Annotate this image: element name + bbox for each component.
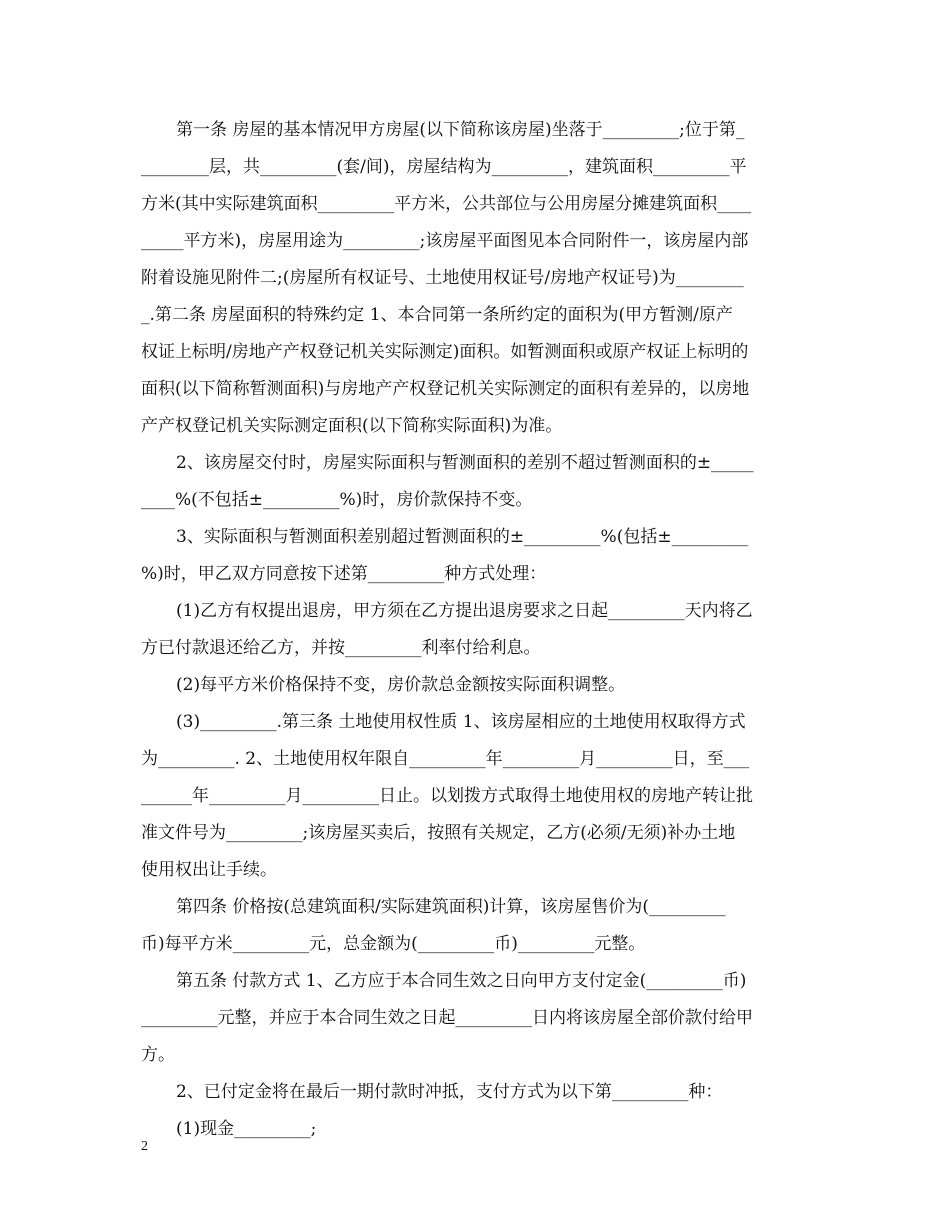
text-line: 方。 [141, 1045, 175, 1065]
text-line: 使用权出让手续。 [141, 860, 277, 880]
text-line: 权证上标明/房地产产权登记机关实际测定)面积。如暂测面积或原产权证上标明的 [141, 342, 749, 362]
text-line: ____%(不包括±_________%)时，房价款保持不变。 [141, 490, 533, 510]
text-line: (2)每平方米价格保持不变，房价款总金额按实际面积调整。 [176, 675, 626, 695]
text-line: 3、实际面积与暂测面积差别超过暂测面积的±_________%(包括±_________ [176, 527, 749, 547]
text-line: 2、已付定金将在最后一期付款时冲抵，支付方式为以下第_________种： [176, 1082, 723, 1102]
text-line: 为_________. 2、土地使用权年限自_________年_________月_________日，至___ [141, 749, 750, 769]
text-line: ________层，共_________(套/间)，房屋结构为_________，建筑面积_________平 [141, 157, 747, 177]
text-line: 第五条 付款方式 1、乙方应于本合同生效之日向甲方支付定金(_________币) [176, 971, 747, 991]
text-line: (1)乙方有权提出退房，甲方须在乙方提出退房要求之日起_________天内将乙 [176, 601, 753, 621]
text-line: 方米(其中实际建筑面积_________平方米，公共部位与公用房屋分摊建筑面积____ [141, 194, 752, 214]
text-line: 第一条 房屋的基本情况甲方房屋(以下简称该房屋)坐落于_________;位于第_ [176, 120, 745, 140]
text-line: 2、该房屋交付时，房屋实际面积与暂测面积的差别不超过暂测面积的±_____ [176, 453, 754, 473]
text-line: 准文件号为_________;该房屋买卖后，按照有关规定，乙方(必须/无须)补办土地 [141, 823, 736, 843]
text-line: _.第二条 房屋面积的特殊约定 1、本合同第一条所约定的面积为(甲方暂测/原产 [141, 305, 733, 325]
page-number: 2 [141, 1139, 148, 1154]
text-line: 附着设施见附件二;(房屋所有权证号、土地使用权证号/房地产权证号)为________ [141, 268, 744, 288]
text-line: 产产权登记机关实际测定面积(以下简称实际面积)为准。 [141, 416, 563, 436]
text-line: 方已付款退还给乙方，并按_________利率付给利息。 [141, 638, 541, 658]
text-line: 第四条 价格按(总建筑面积/实际建筑面积)计算，该房屋售价为(_________ [176, 897, 726, 917]
text-line: %)时，甲乙双方同意按下述第_________种方式处理： [141, 564, 547, 584]
text-line: (3)_________.第三条 土地使用权性质 1、该房屋相应的土地使用权取得方式 [176, 712, 746, 732]
text-line: 面积(以下简称暂测面积)与房地产产权登记机关实际测定的面积有差异的，以房地 [141, 379, 750, 399]
text-line: ______年_________月_________日止。以划拨方式取得土地使用权的房地产转让批 [141, 786, 753, 806]
text-line: 币)每平方米_________元，总金额为(_________币)_________元整。 [141, 934, 646, 954]
text-line: _____平方米)，房屋用途为_________;该房屋平面图见本合同附件一，该房屋内部 [141, 231, 749, 251]
text-line: (1)现金_________; [176, 1119, 317, 1139]
text-line: _________元整，并应于本合同生效之日起_________日内将该房屋全部价款付给甲 [141, 1008, 753, 1028]
